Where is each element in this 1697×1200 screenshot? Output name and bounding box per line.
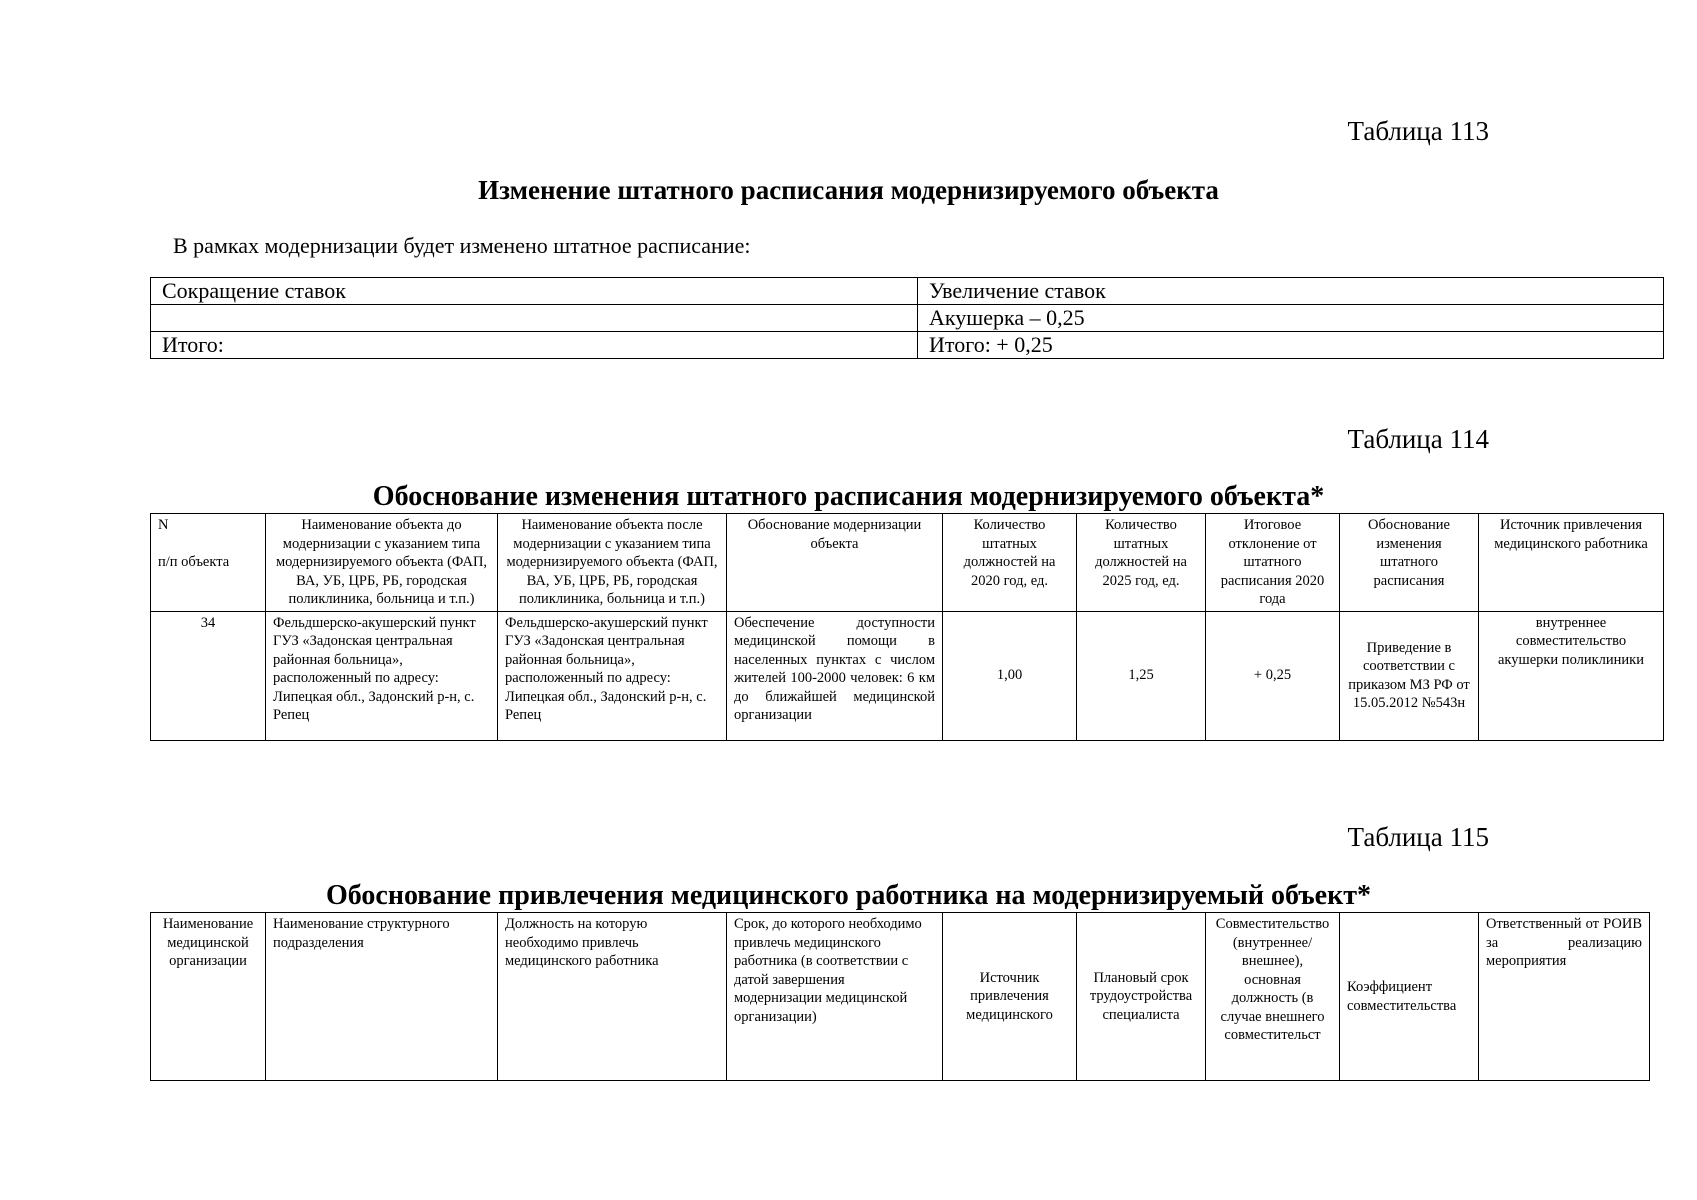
column-header: Коэффициент совместительства <box>1340 913 1479 1081</box>
table-cell: + 0,25 <box>1206 611 1340 740</box>
table-cell: 1,25 <box>1077 611 1206 740</box>
column-header: Совместительство (внутреннее/внешнее), основная должность (в случае внешнего совместительст <box>1206 913 1340 1081</box>
column-header: Должность на которую необходимо привлечь медицинского работника <box>498 913 727 1081</box>
staff-changes-table <box>150 277 1664 359</box>
column-header: Источник привлечения медицинского <box>943 913 1077 1081</box>
column-header: Наименование структурного подразделения <box>266 913 498 1081</box>
table-cell: Сокращение ставок <box>151 278 918 305</box>
worker-attraction-table <box>150 912 1650 1081</box>
table-cell: Увеличение ставок <box>918 278 1664 305</box>
table-cell: 34 <box>151 611 266 740</box>
table-cell: Итого: + 0,25 <box>918 332 1664 359</box>
column-header: Обоснование модернизации объекта <box>727 514 943 612</box>
column-header: Наименование объекта до модернизации с указанием типа модернизируемого объекта (ФАП, ВА, УБ, ЦРБ, РБ, городская поликлиника, больница и т.п.) <box>266 514 498 612</box>
table-cell <box>151 305 918 332</box>
column-header: Итоговое отклонение от штатного расписания 2020 года <box>1206 514 1340 612</box>
table-114-title: Обоснование изменения штатного расписания модернизируемого объекта* <box>372 481 1325 512</box>
column-header: Обоснование изменения штатного расписания <box>1340 514 1479 612</box>
table-cell: Фельдшерско-акушерский пункт ГУЗ «Задонская центральная районная больница», расположенный по адресу: Липецкая обл., Задонский р-н, с. Репец <box>498 611 727 740</box>
table-cell: Фельдшерско-акушерский пункт ГУЗ «Задонская центральная районная больница», расположенный по адресу: Липецкая обл., Задонский р-н, с. Репец <box>266 611 498 740</box>
table-row <box>151 611 1664 740</box>
column-header: Плановый срок трудоустройства специалиста <box>1077 913 1206 1081</box>
staff-justification-table <box>150 513 1664 741</box>
table-114-label: Таблица 114 <box>1347 424 1489 454</box>
column-header: Наименование медицинской организации <box>151 913 266 1081</box>
table-cell: Итого: <box>151 332 918 359</box>
table-113-label: Таблица 113 <box>1347 116 1489 146</box>
table-row <box>151 305 1664 332</box>
table-cell: Обеспечение доступности медицинской помощи в населенных пунктах с числом жителей 100-2000 человек: 6 км до ближайшей медицинской организации <box>727 611 943 740</box>
column-header: Количество штатных должностей на 2020 год, ед. <box>943 514 1077 612</box>
table-row <box>151 332 1664 359</box>
column-header: Источник привлечения медицинского работника <box>1479 514 1664 612</box>
table-cell: 1,00 <box>943 611 1077 740</box>
table-cell: внутреннее совместительство акушерки поликлиники <box>1479 611 1664 740</box>
table-header-row <box>151 913 1650 1081</box>
table-cell: Акушерка – 0,25 <box>918 305 1664 332</box>
table-113-title: Изменение штатного расписания модернизируемого объекта <box>478 175 1219 205</box>
table-cell: Приведение в соответствии с приказом МЗ РФ от 15.05.2012 №543н <box>1340 611 1479 740</box>
table-header-row <box>151 514 1664 612</box>
column-header: Количество штатных должностей на 2025 год, ед. <box>1077 514 1206 612</box>
column-header: N п/п объекта <box>151 514 266 612</box>
column-header: Срок, до которого необходимо привлечь медицинского работника (в соответствии с датой завершения модернизации медицинской организации) <box>727 913 943 1081</box>
table-row <box>151 278 1664 305</box>
table-115-label: Таблица 115 <box>1347 822 1489 852</box>
column-header: Наименование объекта после модернизации с указанием типа модернизируемого объекта (ФАП, ВА, УБ, ЦРБ, РБ, городская поликлиника, больница и т.п.) <box>498 514 727 612</box>
table-113-intro: В рамках модернизации будет изменено штатное расписание: <box>173 233 751 258</box>
column-header: Ответственный от РОИВ за реализацию мероприятия <box>1479 913 1650 1081</box>
table-115-title: Обоснование привлечения медицинского работника на модернизируемый объект* <box>326 880 1371 911</box>
